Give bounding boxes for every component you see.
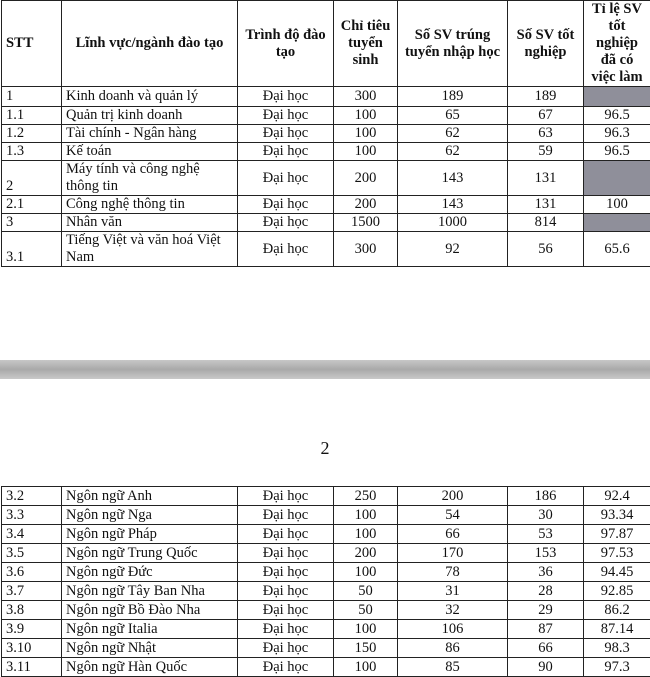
row-graduated: 131 [508,196,584,214]
table-row [2,487,650,506]
row-stt: 2.1 [2,196,62,214]
row-field: Ngôn ngữ Bồ Đào Nha [62,601,238,620]
row-level: Đại học [238,232,334,267]
table-row [2,143,650,161]
row-admitted: 143 [398,196,508,214]
row-admitted: 189 [398,87,508,107]
row-admitted: 143 [398,161,508,196]
row-field: Ngôn ngữ Nhật [62,639,238,658]
table-header-row [2,1,650,87]
row-admitted: 106 [398,620,508,639]
row-level: Đại học [238,487,334,506]
row-quota: 250 [334,487,398,506]
row-quota: 300 [334,232,398,267]
row-field: Máy tính và công nghệ thông tin [62,161,238,196]
row-level: Đại học [238,161,334,196]
row-stt: 3 [2,214,62,232]
row-field: Quản trị kinh doanh [62,107,238,125]
row-graduated: 28 [508,582,584,601]
header-level: Trình độ đào tạo [238,1,334,87]
row-employment-rate [584,161,650,196]
row-employment-rate: 92.85 [584,582,650,601]
row-quota: 100 [334,658,398,677]
row-admitted: 1000 [398,214,508,232]
row-level: Đại học [238,601,334,620]
header-graduated: Số SV tốt nghiệp [508,1,584,87]
row-graduated: 59 [508,143,584,161]
row-employment-rate: 97.87 [584,525,650,544]
header-field: Lĩnh vực/ngành đào tạo [62,1,238,87]
table-row [2,506,650,525]
header-admitted: Số SV trúng tuyển nhập học [398,1,508,87]
table-row [2,620,650,639]
row-admitted: 31 [398,582,508,601]
row-field: Tiếng Việt và văn hoá Việt Nam [62,232,238,267]
row-stt: 3.10 [2,639,62,658]
row-admitted: 85 [398,658,508,677]
graduate-statistics-table-page1 [1,0,650,267]
row-level: Đại học [238,214,334,232]
row-field: Ngôn ngữ Pháp [62,525,238,544]
row-stt: 1.1 [2,107,62,125]
row-level: Đại học [238,143,334,161]
row-field: Ngôn ngữ Đức [62,563,238,582]
row-quota: 1500 [334,214,398,232]
row-employment-rate: 97.3 [584,658,650,677]
row-quota: 100 [334,143,398,161]
table-row [2,196,650,214]
row-field: Kinh doanh và quản lý [62,87,238,107]
row-stt: 3.3 [2,506,62,525]
header-quota: Chỉ tiêu tuyển sinh [334,1,398,87]
row-graduated: 189 [508,87,584,107]
row-employment-rate: 87.14 [584,620,650,639]
row-level: Đại học [238,582,334,601]
table-row [2,214,650,232]
row-graduated: 66 [508,639,584,658]
table-row [2,544,650,563]
row-admitted: 170 [398,544,508,563]
row-field: Ngôn ngữ Nga [62,506,238,525]
row-field: Nhân văn [62,214,238,232]
row-graduated: 56 [508,232,584,267]
row-field: Kế toán [62,143,238,161]
row-graduated: 186 [508,487,584,506]
table-row [2,582,650,601]
row-field: Ngôn ngữ Anh [62,487,238,506]
row-admitted: 200 [398,487,508,506]
row-level: Đại học [238,196,334,214]
row-quota: 100 [334,506,398,525]
table-row [2,232,650,267]
row-field: Ngôn ngữ Hàn Quốc [62,658,238,677]
row-field: Tài chính - Ngân hàng [62,125,238,143]
row-quota: 300 [334,87,398,107]
table-row [2,658,650,677]
table-row [2,161,650,196]
table-row [2,125,650,143]
row-employment-rate: 96.5 [584,107,650,125]
row-graduated: 814 [508,214,584,232]
row-employment-rate: 65.6 [584,232,650,267]
row-quota: 100 [334,107,398,125]
row-stt: 3.8 [2,601,62,620]
table-row [2,87,650,107]
row-admitted: 32 [398,601,508,620]
row-employment-rate: 97.53 [584,544,650,563]
row-graduated: 36 [508,563,584,582]
row-level: Đại học [238,525,334,544]
row-admitted: 66 [398,525,508,544]
row-stt: 3.6 [2,563,62,582]
row-graduated: 131 [508,161,584,196]
row-admitted: 62 [398,125,508,143]
row-quota: 100 [334,125,398,143]
row-level: Đại học [238,620,334,639]
row-stt: 3.5 [2,544,62,563]
row-graduated: 87 [508,620,584,639]
row-field: Ngôn ngữ Trung Quốc [62,544,238,563]
row-quota: 150 [334,639,398,658]
row-employment-rate [584,87,650,107]
row-stt: 3.9 [2,620,62,639]
row-stt: 1.2 [2,125,62,143]
row-admitted: 86 [398,639,508,658]
row-employment-rate: 98.3 [584,639,650,658]
row-quota: 100 [334,563,398,582]
row-employment-rate: 100 [584,196,650,214]
row-stt: 3.1 [2,232,62,267]
row-stt: 2 [2,161,62,196]
row-graduated: 29 [508,601,584,620]
row-employment-rate: 96.5 [584,143,650,161]
row-level: Đại học [238,125,334,143]
row-graduated: 90 [508,658,584,677]
page-number: 2 [320,438,330,458]
row-employment-rate: 96.3 [584,125,650,143]
row-admitted: 65 [398,107,508,125]
row-graduated: 53 [508,525,584,544]
row-employment-rate: 93.34 [584,506,650,525]
row-level: Đại học [238,544,334,563]
row-admitted: 78 [398,563,508,582]
row-employment-rate: 92.4 [584,487,650,506]
table-row [2,639,650,658]
row-level: Đại học [238,563,334,582]
row-stt: 3.2 [2,487,62,506]
row-field: Ngôn ngữ Tây Ban Nha [62,582,238,601]
row-stt: 1.3 [2,143,62,161]
row-admitted: 92 [398,232,508,267]
page-separator [0,360,650,379]
row-quota: 200 [334,544,398,563]
table-row [2,107,650,125]
row-graduated: 63 [508,125,584,143]
row-graduated: 30 [508,506,584,525]
row-quota: 200 [334,196,398,214]
row-quota: 100 [334,620,398,639]
row-employment-rate [584,214,650,232]
header-stt: STT [2,1,62,87]
row-admitted: 54 [398,506,508,525]
row-employment-rate: 86.2 [584,601,650,620]
row-level: Đại học [238,506,334,525]
row-quota: 50 [334,601,398,620]
row-level: Đại học [238,87,334,107]
table-row [2,563,650,582]
row-level: Đại học [238,639,334,658]
row-employment-rate: 94.45 [584,563,650,582]
row-stt: 1 [2,87,62,107]
header-employment-rate: Tỉ lệ SV tốt nghiệp đã có việc làm [584,1,650,87]
row-stt: 3.11 [2,658,62,677]
row-level: Đại học [238,107,334,125]
row-graduated: 67 [508,107,584,125]
row-quota: 200 [334,161,398,196]
row-quota: 100 [334,525,398,544]
row-field: Công nghệ thông tin [62,196,238,214]
row-level: Đại học [238,658,334,677]
row-stt: 3.4 [2,525,62,544]
row-field: Ngôn ngữ Italia [62,620,238,639]
table-row [2,601,650,620]
row-graduated: 153 [508,544,584,563]
table-row [2,525,650,544]
graduate-statistics-table-page2 [1,486,650,677]
row-admitted: 62 [398,143,508,161]
row-stt: 3.7 [2,582,62,601]
row-quota: 50 [334,582,398,601]
